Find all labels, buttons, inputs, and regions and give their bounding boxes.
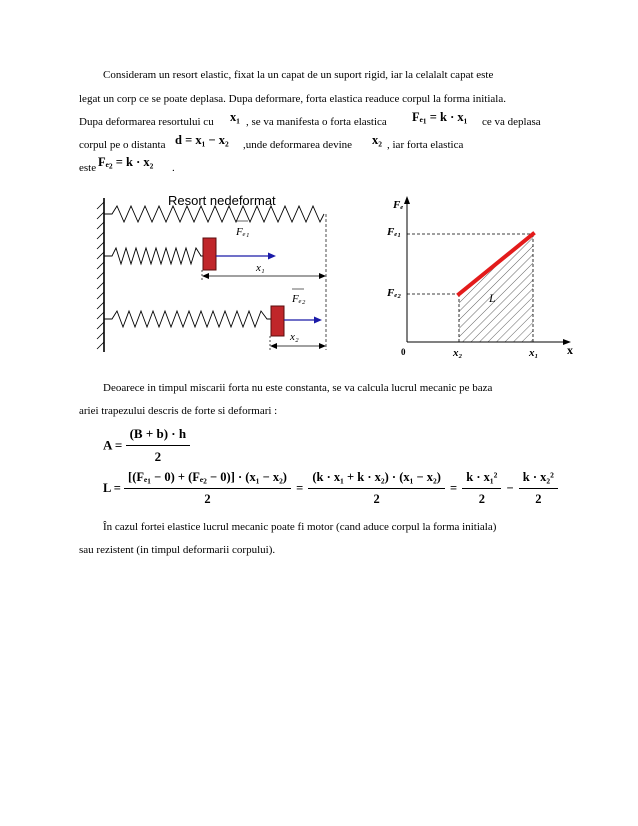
para2-line1: Deoarece in timpul miscarii forta nu este constanta, se va calcula lucrul mecanic pe baza	[103, 382, 493, 394]
para1-line3c: ce va deplasa	[482, 116, 541, 128]
eq2-term1-den: 2	[204, 492, 211, 506]
para3-line1: În cazul fortei elastice lucrul mecanic poate fi motor (cand aduce corpul la forma initiala)	[103, 521, 497, 533]
inline-x1: x₁	[230, 110, 240, 124]
inline-Fe1-formula: Fₑ₁ = k · x₁	[412, 110, 468, 124]
eq2-term2-den: 2	[373, 492, 380, 506]
body-2	[271, 306, 284, 336]
eq2-term3-num: k · x₁²	[462, 470, 501, 489]
eq2-term4-num: k · x₂²	[519, 470, 558, 489]
work-area	[459, 234, 533, 342]
y-axis-label: Fₑ	[393, 199, 404, 211]
equation-work	[103, 470, 558, 507]
para1-line2: legat un corp ce se poate deplasa. Dupa deformare, forta elastica readuce corpul la forma initiala.	[79, 93, 506, 105]
Fe1-vector-label: Fₑ₁	[236, 226, 250, 238]
para1-line4b: ,unde deformarea devine	[243, 139, 353, 151]
origin-label: 0	[401, 347, 406, 357]
eq1-fraction	[126, 426, 191, 465]
eq2-equals-b: =	[450, 481, 458, 495]
equation-trapezoid-area	[103, 426, 190, 465]
eq2-lhs: L =	[103, 481, 121, 495]
eq2-term1	[124, 470, 291, 507]
inline-x2: x₂	[372, 133, 382, 147]
para1-line1: Consideram un resort elastic, fixat la un capat de un suport rigid, iar la celalalt capat este	[103, 69, 494, 81]
Fe1-tick-label: Fₑ₁	[387, 226, 402, 238]
para3-line2: sau rezistent (in timpul deformarii corpului).	[79, 544, 276, 556]
para1-line4a: corpul pe o distanta	[79, 139, 166, 151]
body-1	[203, 238, 216, 270]
para1-line5a: este	[79, 162, 97, 174]
spring-figure	[90, 186, 350, 356]
para1-line4c: , iar forta elastica	[387, 139, 464, 151]
eq2-term3	[462, 470, 501, 507]
eq2-equals-a: =	[296, 481, 304, 495]
spring-undeformed	[104, 206, 324, 222]
para1-line3b: , se va manifesta o forta elastica	[246, 116, 387, 128]
spring-compressed-2	[104, 311, 271, 327]
x1-dimension-label: x₁	[256, 262, 265, 274]
x2-tick-label: x₂	[453, 347, 463, 359]
Fe2-vector-label: Fₑ₂	[292, 293, 306, 305]
x-axis-label: x	[567, 343, 573, 357]
force-deformation-graph	[385, 190, 585, 365]
eq2-minus: −	[506, 481, 514, 495]
eq2-term2	[308, 470, 445, 507]
eq2-term2-num: (k · x₁ + k · x₂) · (x₁ − x₂)	[308, 470, 445, 489]
eq2-term1-num: [(Fₑ₁ − 0) + (Fₑ₂ − 0)] · (x₁ − x₂)	[124, 470, 291, 489]
Fe2-tick-label: Fₑ₂	[387, 287, 402, 299]
area-L-label: L	[489, 291, 496, 305]
para2-line2: ariei trapezului descris de forte si deformari :	[79, 405, 278, 417]
eq1-lhs: A =	[103, 437, 123, 453]
eq2-term4	[519, 470, 558, 507]
x2-dimension-label: x₂	[290, 331, 299, 343]
resort-nedeformat-label: Resort nedeformat	[168, 193, 276, 208]
eq2-term4-den: 2	[535, 492, 542, 506]
para1-line5b: .	[172, 162, 175, 174]
eq2-term3-den: 2	[478, 492, 485, 506]
inline-d-formula: d = x₁ − x₂	[175, 133, 229, 147]
x1-tick-label: x₁	[529, 347, 539, 359]
eq1-numerator: (B + b) · h	[126, 426, 191, 446]
eq1-denominator: 2	[154, 449, 162, 464]
para1-line3a: Dupa deformarea resortului cu	[79, 116, 214, 128]
spring-compressed-1	[104, 248, 203, 264]
inline-Fe2-formula: Fₑ₂ = k · x₂	[98, 155, 154, 169]
